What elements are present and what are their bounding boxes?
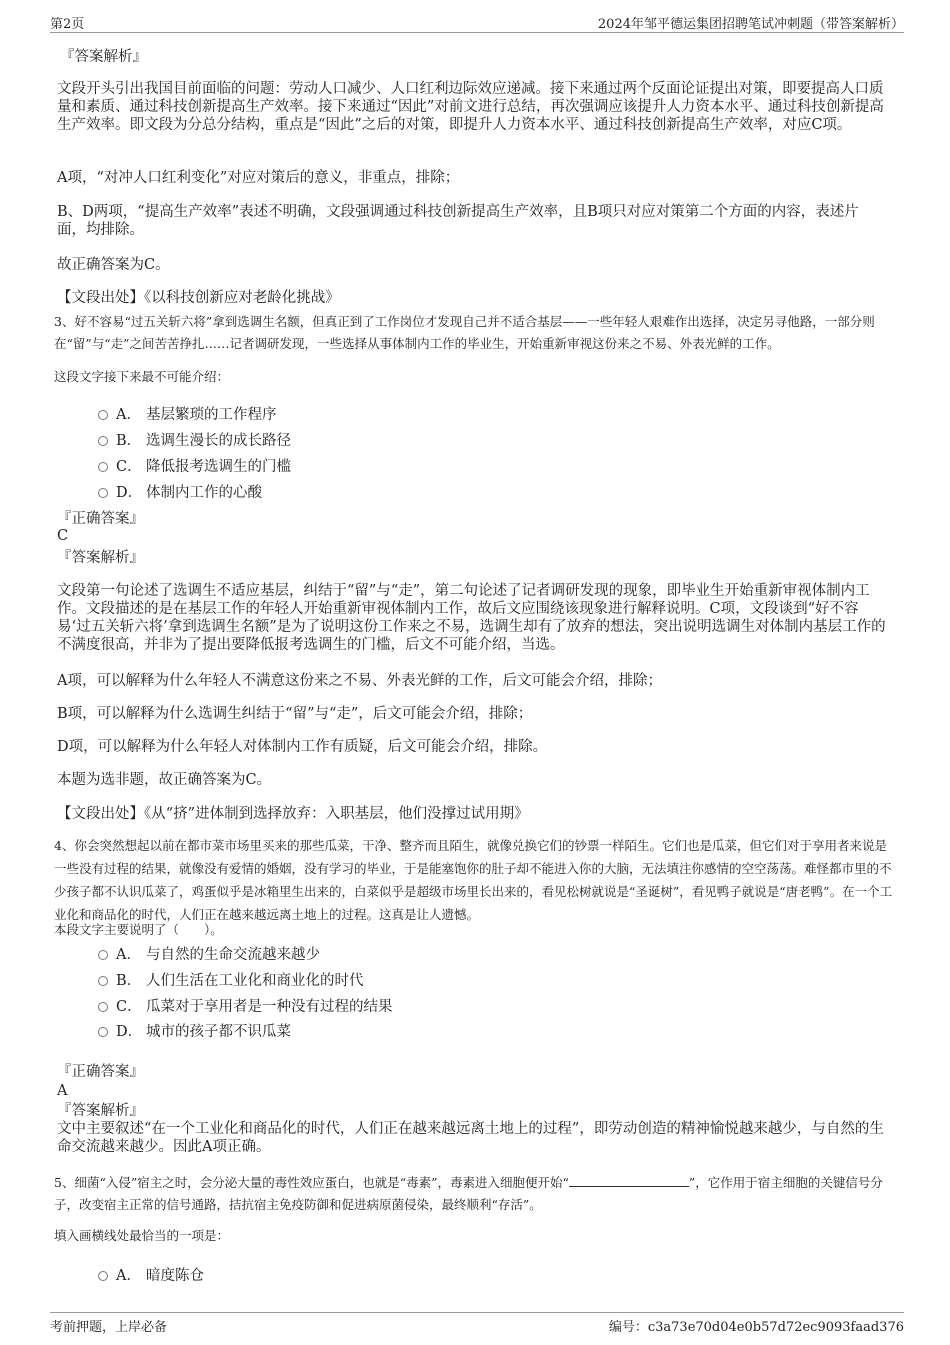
- q4-stem: 4、你会突然想起以前在都市菜市场里买来的那些瓜菜，干净、整齐而且陌生，就像兑换它们的钞票一样陌生。它们也是瓜菜，但它们对于享用者来说是一些没有过程的结果，就像没有爱情的婚姻，没有学习的毕业，于是能塞饱你的肚子却不能进入你的大脑，无法填注你感情的空空荡荡。难怪都市里的不少孩子都不认识瓜菜了，鸡蛋似乎是冰箱里生出来的，白菜似乎是超级市场里长出来的，看见松树就说是“圣诞树”，看见鸭子就说是“唐老鸭”。在一个工业化和商品化的时代，人们正在越来越远离土地上的过程。这真是让人遗憾。: [54, 838, 893, 922]
- q2-source: 【文段出处】《以科技创新应对老龄化挑战》: [57, 290, 340, 306]
- document-title: 2024年邹平德运集团招聘笔试冲刺题（带答案解析）: [597, 17, 904, 32]
- q2-analysis-paragraph-4: 故正确答案为C。: [57, 257, 170, 273]
- radio-icon[interactable]: [98, 1002, 108, 1012]
- q5-stem: 5、细菌“入侵”宿主之时，会分泌大量的毒性效应蛋白，也就是“毒素”，毒素进入细胞便开始“ ”，它作用于宿主细胞的关键信号分子，改变宿主正常的信号通路，拮抗宿主免疫防御和促进病原菌侵染，最终顺利“存活”。: [54, 1175, 883, 1212]
- q3-stem: 3、好不容易“过五关斩六将”拿到选调生名额，但真正到了工作岗位才发现自己并不适合基层——一些年轻人艰难作出选择，决定另寻他路，一部分则在“留”与“走”之间苦苦挣扎……记者调研发现，一些选择从事体制内工作的毕业生，开始重新审视这份来之不易、外表光鲜的工作。: [54, 314, 875, 351]
- radio-icon[interactable]: [98, 1027, 108, 1037]
- q4-option-b[interactable]: B． 人们生活在工业化和商业化的时代: [98, 969, 364, 990]
- q2-analysis-paragraph-3: B、D两项，“提高生产效率”表述不明确，文段强调通过科技创新提高生产效率，且B项只对应对策第二个方面的内容，表述片面，均排除。: [57, 204, 859, 238]
- q3-option-a[interactable]: A． 基层繁琐的工作程序: [98, 403, 277, 424]
- q3-analysis-paragraph-1: 文段第一句论述了选调生不适应基层，纠结于“留”与“走”，第二句论述了记者调研发现的现象，即毕业生开始重新审视体制内工作。文段描述的是在基层工作的年轻人开始重新审视体制内工作，故后文应围绕该现象进行解释说明。C项，文段谈到“好不容易‘过五关斩六将’拿到选调生名额”是为了说明这份工作来之不易，选调生却有了放弃的想法，突出说明选调生对体制内基层工作的不满度很高，并非为了提出要降低报考选调生的门槛，后文不可能介绍，当选。: [57, 583, 886, 653]
- footer-slogan: 考前押题，上岸必备: [50, 1320, 168, 1335]
- page-footer: [50, 1312, 904, 1335]
- radio-icon[interactable]: [98, 488, 108, 498]
- q4-prompt: 本段文字主要说明了（ ）。: [54, 922, 223, 937]
- q3-option-b[interactable]: B． 选调生漫长的成长路径: [98, 429, 291, 450]
- q3-analysis-label: 『答案解析』: [57, 550, 144, 566]
- q2-analysis-label: 『答案解析』: [60, 49, 147, 65]
- q3-prompt: 这段文字接下来最不可能介绍：: [54, 369, 230, 384]
- radio-icon[interactable]: [98, 410, 108, 420]
- radio-icon[interactable]: [98, 976, 108, 986]
- page-number: 第2页: [50, 17, 85, 32]
- radio-icon[interactable]: [98, 436, 108, 446]
- q3-source: 【文段出处】《从“挤”进体制到选择放弃：入职基层，他们没撑过试用期》: [57, 806, 529, 822]
- q4-option-c[interactable]: C． 瓜菜对于享用者是一种没有过程的结果: [98, 995, 393, 1016]
- radio-icon[interactable]: [98, 1271, 108, 1281]
- q3-option-c[interactable]: C． 降低报考选调生的门槛: [98, 455, 291, 476]
- q3-analysis-paragraph-2: A项，可以解释为什么年轻人不满意这份来之不易、外表光鲜的工作，后文可能会介绍，排除；: [57, 673, 662, 689]
- radio-icon[interactable]: [98, 950, 108, 960]
- page-header: [50, 0, 904, 33]
- radio-icon[interactable]: [98, 462, 108, 472]
- q3-analysis-paragraph-5: 本题为选非题，故正确答案为C。: [57, 772, 272, 788]
- q3-analysis-paragraph-4: D项，可以解释为什么年轻人对体制内工作有质疑，后文可能会介绍，排除。: [57, 739, 548, 755]
- q4-answer: A: [57, 1083, 68, 1099]
- q3-answer: C: [57, 528, 69, 544]
- q3-analysis-paragraph-3: B项，可以解释为什么选调生纠结于“留”与“走”，后文可能会介绍，排除；: [57, 706, 533, 722]
- q5-prompt: 填入画横线处最恰当的一项是：: [54, 1228, 230, 1243]
- q4-option-a[interactable]: A． 与自然的生命交流越来越少: [98, 943, 320, 964]
- q2-analysis-paragraph-2: A项，“对冲人口红利变化”对应对策后的意义，非重点，排除；: [57, 170, 460, 186]
- q4-answer-label: 『正确答案』: [57, 1064, 144, 1080]
- q4-analysis-paragraph-1: 文中主要叙述“在一个工业化和商品化的时代，人们正在越来越远离土地上的过程”，即劳动创造的精神愉悦越来越少，与自然的生命交流越来越少。因此A项正确。: [57, 1121, 884, 1155]
- q3-option-d[interactable]: D． 体制内工作的心酸: [98, 481, 262, 502]
- q4-option-d[interactable]: D． 城市的孩子都不识瓜菜: [98, 1020, 291, 1041]
- q4-analysis-label: 『答案解析』: [57, 1103, 144, 1119]
- q5-option-a[interactable]: A． 暗度陈仓: [98, 1264, 204, 1285]
- q3-answer-label: 『正确答案』: [57, 511, 144, 527]
- q2-analysis-paragraph-1: 文段开头引出我国目前面临的问题：劳动人口减少、人口红利边际效应递减。接下来通过两个反面论证提出对策，即要提高人口质量和素质、通过科技创新提高生产效率。接下来通过“因此”对前文进行总结，再次强调应该提升人力资本水平、通过科技创新提高生产效率。即文段为分总分结构，重点是“因此”之后的对策，即提升人力资本水平、通过科技创新提高生产效率，对应C项。: [57, 81, 884, 133]
- fill-in-blank: [569, 1174, 689, 1187]
- document-id: 编号：c3a73e70d04e0b57d72ec9093faad376: [608, 1320, 904, 1335]
